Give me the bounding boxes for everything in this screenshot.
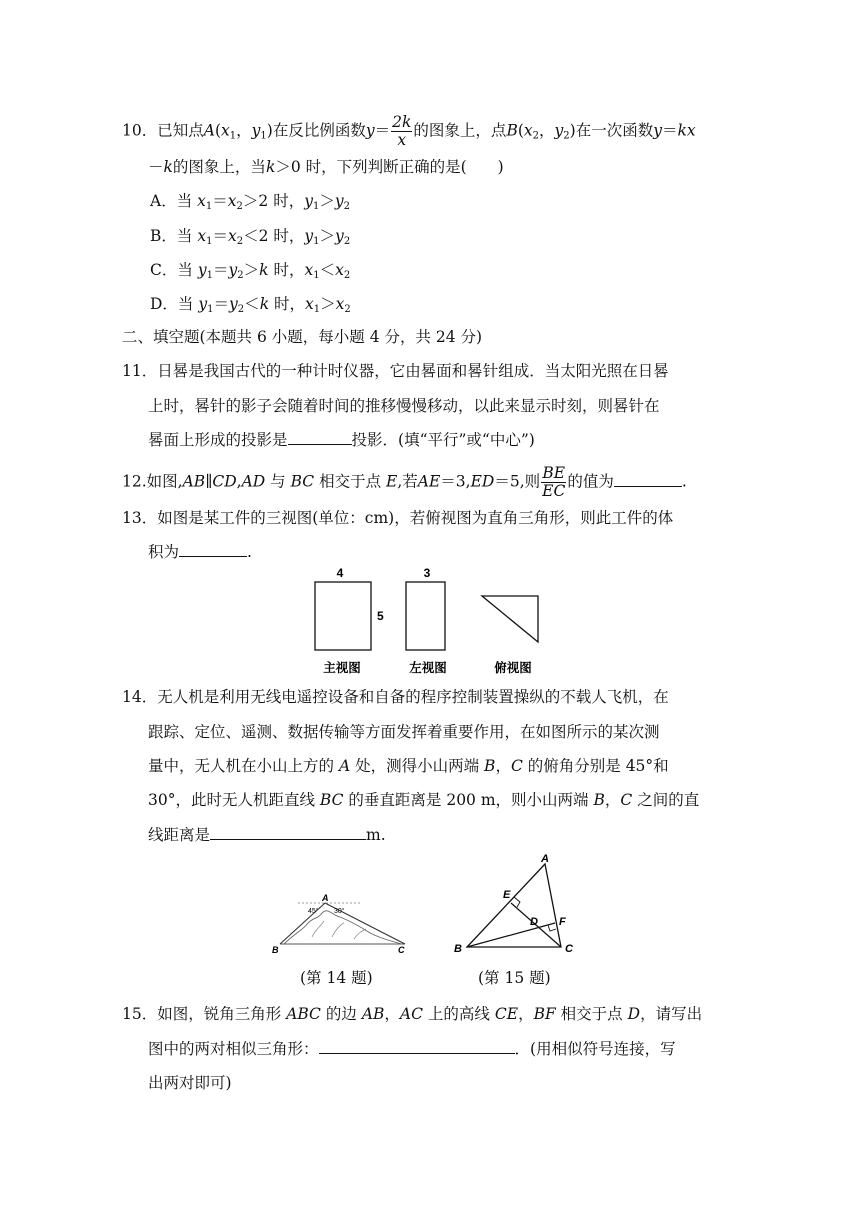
section-heading: 二、填空题(本题共 6 小题，每小题 4 分，共 24 分)	[122, 328, 483, 346]
top-view-triangle	[482, 596, 538, 642]
q13-line2: 积为 .	[148, 543, 252, 561]
mountain-ridges	[312, 921, 366, 939]
q14-line1: 14．无人机是利用无线电遥控设备和自备的程序控制装置操纵的不载人飞机，在	[122, 688, 669, 706]
q12-line: 12.如图,AB∥CD,AD 与 BC 相交于点 E,若AE＝3,ED＝5,则 $\frac{BE}{EC}$ 的值为 .	[122, 464, 687, 500]
q11-line2: 上时，晷针的影子会随着时间的推移慢慢移动，以此来显示时刻，则晷针在	[148, 397, 660, 415]
figure-14-caption: (第 14 题)	[300, 969, 373, 987]
top-view-caption: 俯视图	[494, 660, 532, 675]
label-b: B	[454, 943, 462, 955]
right-angle-f	[548, 925, 556, 931]
figure-15-triangle	[450, 850, 585, 958]
q13-line1: 13．如图是某工件的三视图(单位：cm)，若俯视图为直角三角形，则此工件的体	[122, 509, 674, 527]
label-e: E	[503, 889, 511, 901]
label-a: A	[322, 893, 329, 903]
q10-option-d: D．当 $y_1=y_2<k$ 时，$x_1>x_2$	[150, 295, 351, 315]
side-view-caption: 左视图	[409, 660, 447, 675]
side-view-rect	[406, 582, 445, 650]
figure-15-caption: (第 15 题)	[478, 969, 551, 987]
q10-line2: －k的图象上，当k＞0 时，下列判断正确的是( )	[148, 158, 504, 176]
q10-option-b: B．当 $x_1=x_2<2$ 时，$y_1>y_2$	[150, 227, 351, 247]
side-width-label: 3	[423, 566, 431, 580]
right-angle-e	[514, 897, 520, 907]
q11-line1: 11．日晷是我国古代的一种计时仪器，它由晷面和晷针组成．当太阳光照在日晷	[122, 362, 669, 380]
q14-line5: 线距离是 m.	[148, 826, 386, 844]
label-a: A	[541, 853, 549, 865]
q10-number: 10．	[122, 121, 158, 140]
q10-fraction: $\frac{2k}{x}$	[392, 113, 412, 149]
q15-line2: 图中的两对相似三角形： ．(用相似符号连接，写	[148, 1040, 676, 1058]
figure-14-mountain	[270, 893, 410, 957]
q14-line3: 量中，无人机在小山上方的 A 处，测得小山两端 B，C 的俯角分别是 45°和	[148, 757, 669, 775]
q15-line1: 15．如图，锐角三角形 ABC 的边 AB，AC 上的高线 CE，BF 相交于点 D，请写出	[122, 1005, 703, 1023]
q10-line1: 10．已知点$A(x_1$，$y_1$)在反比例函数y＝ $\frac{2k}{x}$ 的图象上，点$B(x_2$，$y_2$)在一次函数y＝kx	[122, 113, 696, 149]
q10-option-a: A．当 $x_1=x_2>2$ 时，$y_1>y_2$	[150, 192, 350, 212]
q14-line4: 30°，此时无人机距直线 BC 的垂直距离是 200 m，则小山两端 B，C 之间的直	[148, 791, 700, 809]
altitude-bf	[467, 923, 555, 947]
q15-line3: 出两对即可)	[148, 1074, 232, 1092]
q11-line3: 晷面上形成的投影是 投影．(填“平行”或“中心”)	[148, 431, 535, 449]
three-view-figure	[300, 562, 560, 680]
label-c: C	[398, 945, 405, 955]
label-f: F	[559, 916, 566, 928]
label-c: C	[565, 943, 573, 955]
q10-option-c: C．当 $y_1=y_2>k$ 时，$x_1<x_2$	[150, 261, 351, 281]
q12-answer-blank	[614, 472, 682, 487]
angle-45-label: 45°	[308, 908, 319, 915]
front-view-rect	[315, 582, 371, 650]
q12-fraction: $\frac{BE}{EC}$	[542, 464, 566, 500]
front-view-caption: 主视图	[323, 660, 361, 675]
front-width-label: 4	[336, 566, 344, 580]
q14-answer-blank	[210, 825, 366, 840]
label-b: B	[272, 945, 279, 955]
q15-answer-blank	[319, 1039, 515, 1054]
angle-30-label: 30°	[334, 908, 345, 915]
mountain-outline	[284, 911, 402, 944]
q13-answer-blank	[179, 542, 247, 557]
label-d: D	[530, 916, 538, 928]
q11-answer-blank	[288, 430, 352, 445]
front-height-label: 5	[377, 609, 384, 623]
q14-line2: 跟踪、定位、遥测、数据传输等方面发挥着重要作用，在如图所示的某次测	[148, 723, 660, 741]
